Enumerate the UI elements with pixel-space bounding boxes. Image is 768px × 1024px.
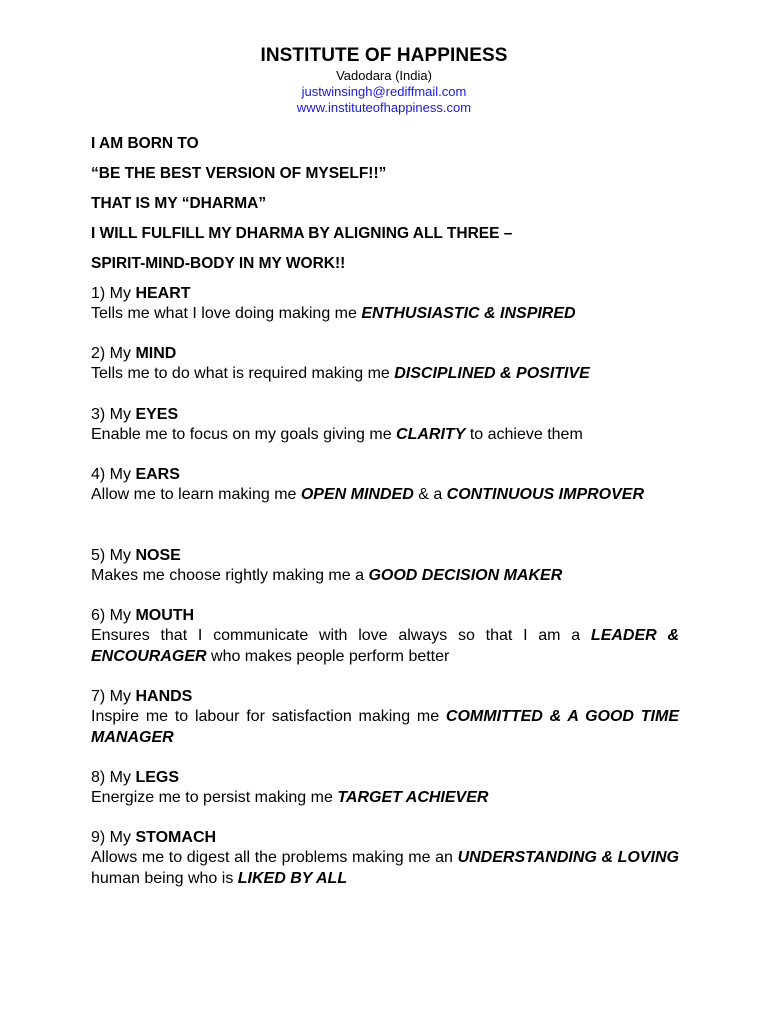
item-part: LEGS <box>135 769 180 786</box>
item-part: EARS <box>135 466 180 483</box>
item-text-plain: human being who is <box>91 869 238 887</box>
item-part: MIND <box>135 345 177 362</box>
item-part: HEART <box>135 285 191 302</box>
intro-line-5: SPIRIT-MIND-BODY IN MY WORK!! <box>91 255 346 272</box>
item-number: 9) My <box>91 829 131 846</box>
item-number: 4) My <box>91 466 131 483</box>
item-text <box>91 485 679 505</box>
item-highlight: DISCIPLINED & POSITIVE <box>394 365 590 383</box>
list-item <box>91 405 679 446</box>
item-highlight: GOOD DECISION MAKER <box>368 567 563 585</box>
list-item <box>91 465 679 506</box>
item-highlight: ENTHUSIASTIC & INSPIRED <box>361 305 576 323</box>
intro-line-2: “BE THE BEST VERSION OF MYSELF!!” <box>91 165 387 182</box>
item-number: 6) My <box>91 607 131 624</box>
website-link[interactable]: www.instituteofhappiness.com <box>296 100 472 115</box>
list-item <box>91 768 679 809</box>
item-highlight: CONTINUOUS IMPROVER <box>446 486 645 504</box>
list-item <box>91 344 679 385</box>
item-text-plain: Makes me choose rightly making me a <box>91 567 369 585</box>
location-text: Vadodara (India) <box>336 68 432 83</box>
item-text-plain: Tells me to do what is required making me <box>91 365 395 383</box>
item-highlight: COMMITTED & A GOOD TIME MANAGER <box>91 708 679 746</box>
list-item <box>91 284 679 325</box>
list-item <box>91 606 679 667</box>
intro-line-3: THAT IS MY “DHARMA” <box>91 195 267 212</box>
item-highlight: UNDERSTANDING & LOVING <box>457 849 679 867</box>
item-part: HANDS <box>135 688 193 705</box>
document-header <box>0 44 768 116</box>
item-text-plain: Allow me to learn making me <box>91 486 301 504</box>
item-highlight: OPEN MINDED <box>300 486 414 504</box>
item-text <box>91 788 679 808</box>
intro-line-1: I AM BORN TO <box>91 135 199 152</box>
list-item <box>91 546 679 587</box>
item-text <box>91 848 679 889</box>
item-text-plain: Energize me to persist making me <box>91 789 338 807</box>
item-text-plain: Allows me to digest all the problems making me an <box>91 849 458 867</box>
email-link[interactable]: justwinsingh@rediffmail.com <box>301 84 467 99</box>
item-text-plain: to achieve them <box>465 426 583 444</box>
item-text <box>91 566 679 586</box>
item-text <box>91 425 679 445</box>
list-item <box>91 687 679 748</box>
item-text-plain: Enable me to focus on my goals giving me <box>91 426 397 444</box>
item-number: 8) My <box>91 769 131 786</box>
item-highlight: LIKED BY ALL <box>237 869 348 887</box>
item-number: 7) My <box>91 688 131 705</box>
list-item <box>91 828 679 889</box>
item-text <box>91 364 679 384</box>
item-text-plain: Ensures that I communicate with love always so that I am a <box>91 627 591 645</box>
item-text-plain: & a <box>413 486 447 504</box>
item-highlight: LEADER & ENCOURAGER <box>91 627 680 665</box>
item-text <box>91 626 679 667</box>
item-number: 3) My <box>91 406 131 423</box>
item-text-plain: Tells me what I love doing making me <box>91 305 362 323</box>
item-part: STOMACH <box>135 829 217 846</box>
item-highlight: CLARITY <box>396 426 466 444</box>
item-part: NOSE <box>135 547 181 564</box>
item-part: MOUTH <box>135 607 195 624</box>
item-text <box>91 707 679 748</box>
item-text <box>91 304 679 324</box>
item-number: 5) My <box>91 547 131 564</box>
item-number: 1) My <box>91 285 131 302</box>
item-text-plain: who makes people perform better <box>206 647 450 665</box>
item-part: EYES <box>135 406 179 423</box>
item-number: 2) My <box>91 345 131 362</box>
intro-line-4: I WILL FULFILL MY DHARMA BY ALIGNING ALL THREE – <box>91 225 513 242</box>
item-text-plain: Inspire me to labour for satisfaction making me <box>91 708 446 726</box>
item-highlight: TARGET ACHIEVER <box>337 789 489 807</box>
page-title: INSTITUTE OF HAPPINESS <box>260 45 508 66</box>
